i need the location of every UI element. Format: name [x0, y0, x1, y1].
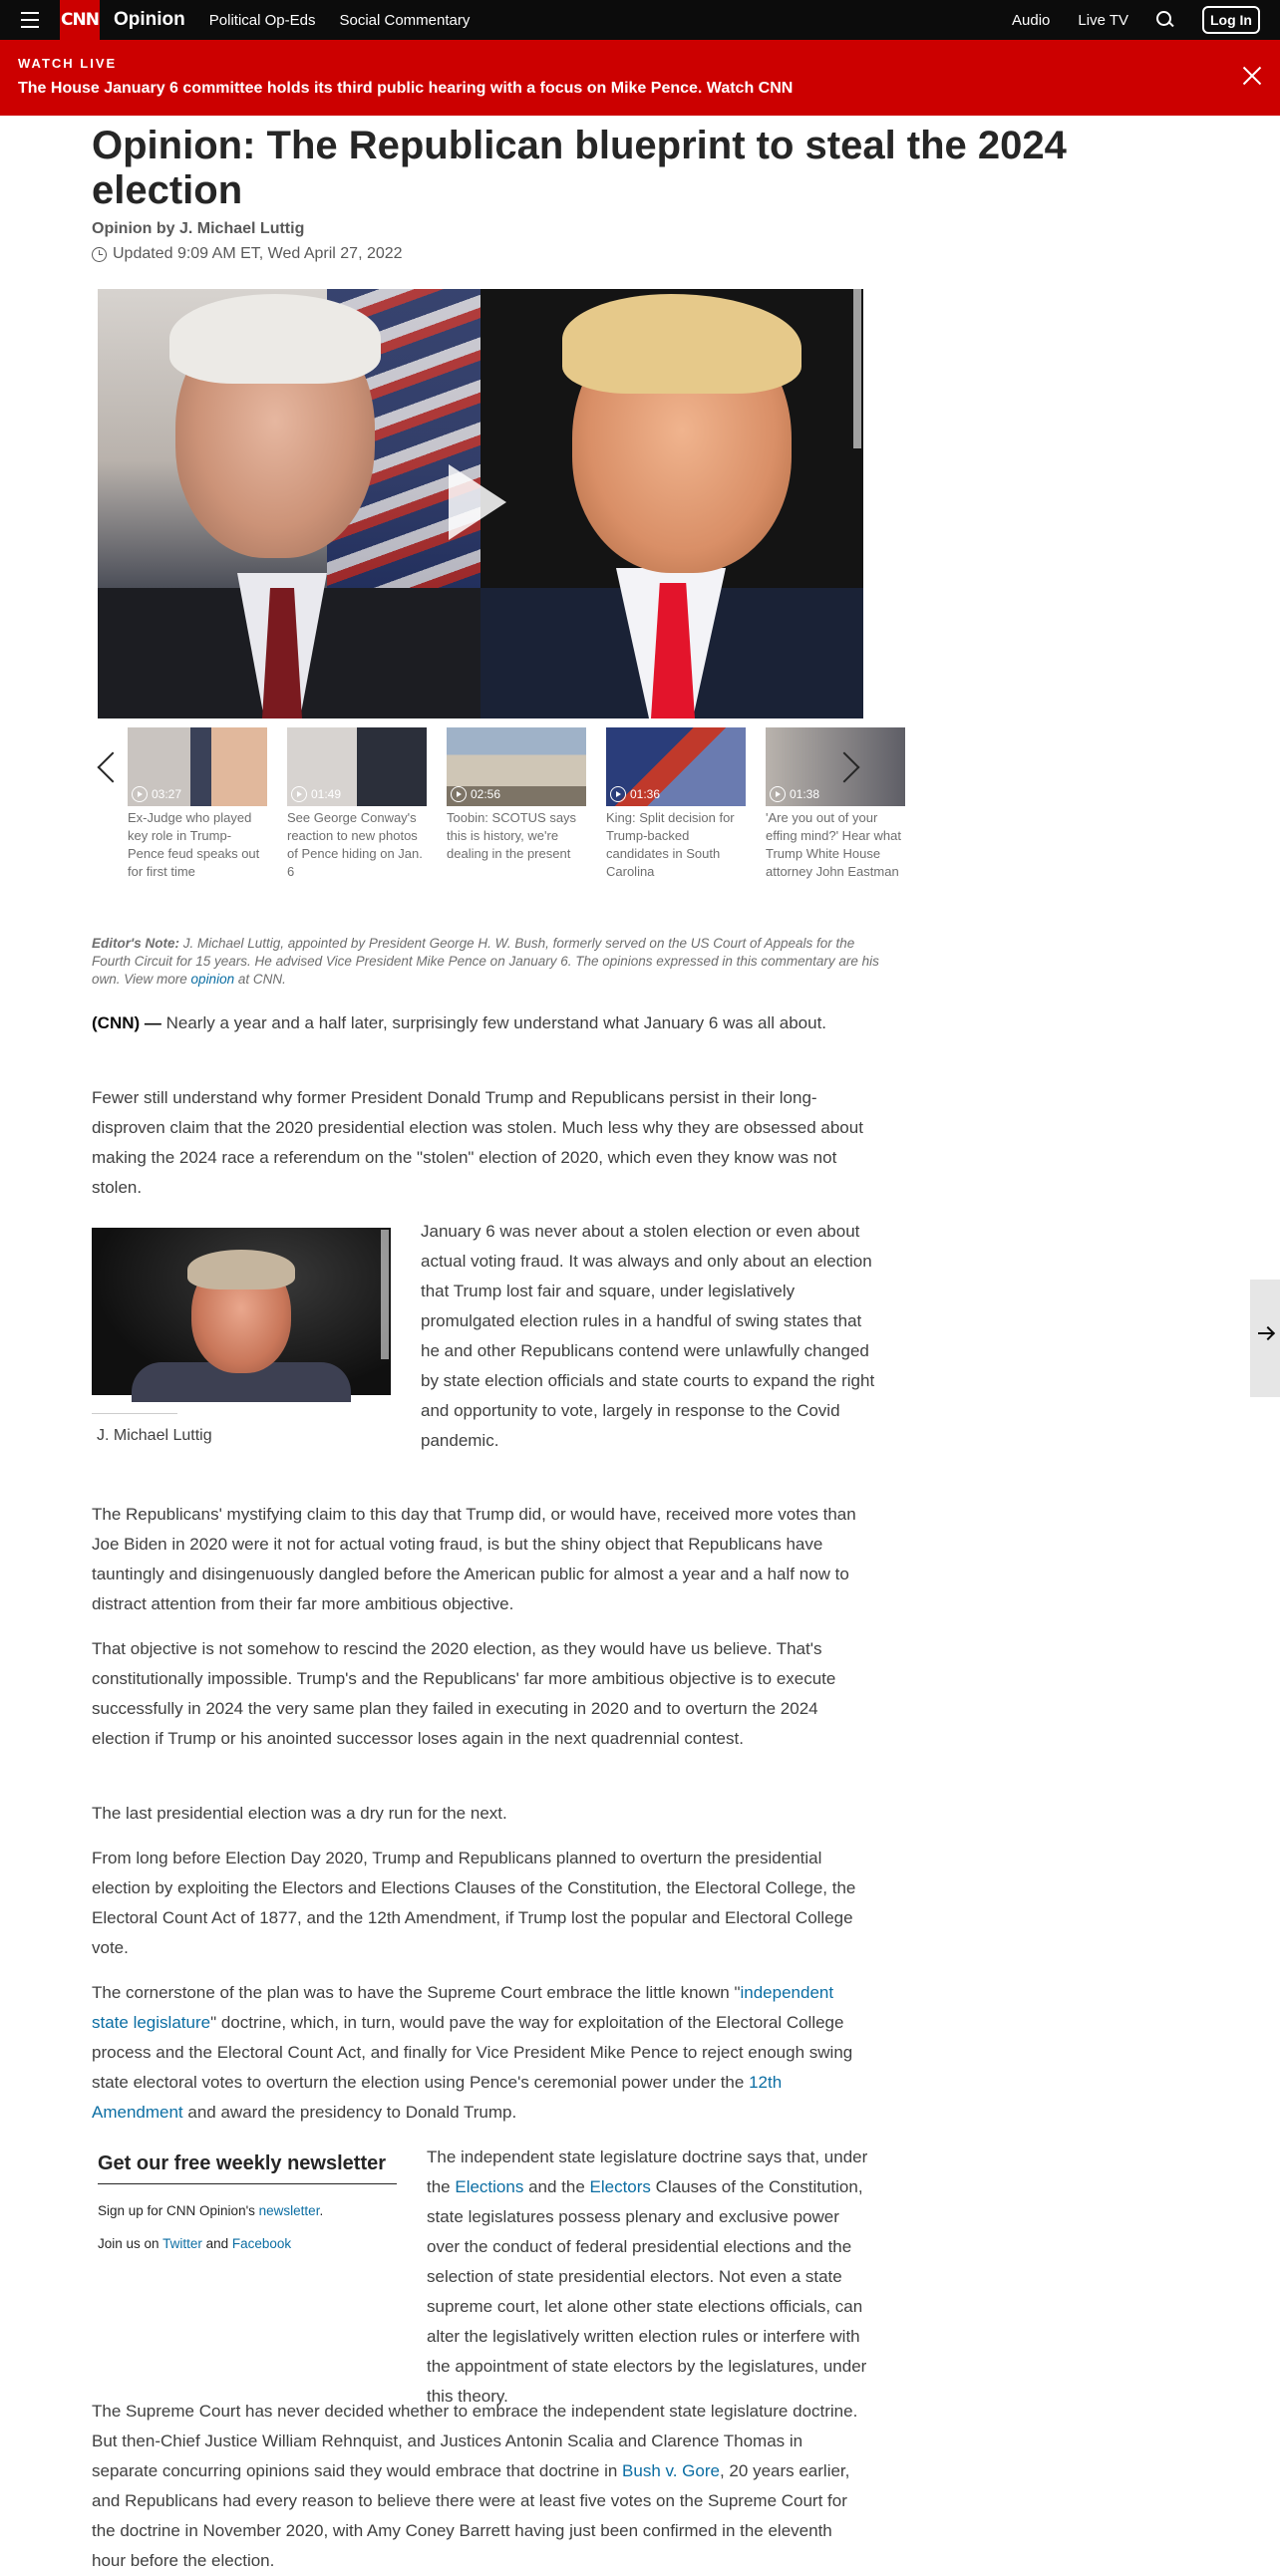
duration-text: 03:27 [152, 787, 182, 801]
newsletter-text: Join us on [98, 2236, 163, 2251]
independent-state-legislature-link[interactable]: independent state legislature [92, 1983, 834, 2032]
hamburger-icon[interactable] [0, 0, 60, 40]
search-icon[interactable] [1156, 11, 1174, 29]
paragraph-text: and award the presidency to Donald Trump. [182, 2103, 517, 2122]
login-button[interactable]: Log In [1202, 6, 1260, 34]
clock-icon [92, 247, 107, 262]
updated-text: Updated 9:09 AM ET, Wed April 27, 2022 [113, 245, 403, 262]
carousel-item[interactable] [128, 727, 267, 881]
editors-note-end: at CNN. [234, 972, 286, 987]
paragraph-text: Clauses of the Constitution, state legislatures possess plenary and exclusive power over the conduct of federal presidential elections and the selection of state presidential electors. Not even a state supreme court, let alone other state elections officials, can alter the legislatively written election rules or interfere with the appointment of state electors by the legislatures, under this theory. [427, 2177, 867, 2406]
paragraph [92, 1008, 869, 1038]
banner-headline[interactable]: The House January 6 committee holds its third public hearing with a focus on Mike Pence. Watch CNN [18, 80, 794, 97]
divider [98, 2183, 397, 2184]
carousel-caption[interactable]: 'Are you out of your effing mind?' Hear what Trump White House attorney John Eastman [766, 810, 901, 879]
paragraph-text: The independent state legislature doctrine says that, under the [427, 2147, 868, 2196]
play-circle-icon [770, 786, 786, 802]
side-tab[interactable] [1250, 1280, 1280, 1397]
editors-note-text: J. Michael Luttig, appointed by President George H. W. Bush, formerly served on the US Court of Appeals for the Fourth Circuit for 15 years. He advised Vice President Mike Pence on January 6. The opinions expressed in this commentary are his own. View more [92, 936, 879, 987]
editors-note-label: Editor's Note: [92, 936, 179, 951]
duration [770, 786, 819, 802]
paragraph-text: " doctrine, which, in turn, would pave the way for exploitation of the Electoral College process and the Electoral Count Act, and finally for Vice President Mike Pence to reject enough swing state electoral votes to overturn the election using Pence's ceremonial power under the [92, 2013, 853, 2092]
watch-live-label: WATCH LIVE [18, 56, 118, 71]
paragraph [92, 1978, 869, 2128]
paragraph: The last presidential election was a dry run for the next. [92, 1804, 507, 1823]
paragraph: That objective is not somehow to rescind the 2020 election, as they would have us believe. That's constitutionally impossible. Trump's and the Republicans' far more ambitious objective is to execute successfully in 2024 the very same plan they failed in executing in 2020 and to overturn the 2024 election if Trump or his anointed successor loses again in the next quadrennial contest. [92, 1639, 836, 1748]
editors-note [92, 935, 879, 989]
carousel-item[interactable] [287, 727, 427, 881]
video-carousel [92, 727, 901, 912]
photo-credit [853, 289, 861, 448]
paragraph-text: Nearly a year and a half later, surprisingly few understand what January 6 was all about. [160, 1013, 827, 1032]
paragraph-text: , 20 years earlier, and Republicans had every reason to believe there were at least five votes on the Supreme Court for the doctrine in November 2020, with Amy Coney Barrett having just been confirmed in the eleventh hour before the election. [92, 2461, 850, 2570]
paragraph: Fewer still understand why former President Donald Trump and Republicans persist in their long-disproven claim that the 2020 presidential election was stolen. Much less why they are obsessed about making the 2024 race a referendum on the "stolen" election of 2020, which even they know was not stolen. [92, 1088, 863, 1197]
bush-v-gore-link[interactable]: Bush v. Gore [622, 2461, 720, 2480]
chevron-left-icon[interactable] [96, 749, 114, 785]
paragraph-text: and the [523, 2177, 590, 2196]
paragraph [92, 2397, 869, 2576]
newsletter-link[interactable]: newsletter [258, 2203, 320, 2218]
pence-hair [169, 294, 381, 384]
play-circle-icon [451, 786, 467, 802]
thumbnail [606, 727, 746, 806]
duration-text: 01:49 [311, 787, 342, 801]
close-icon[interactable] [1242, 66, 1262, 86]
thumbnail [447, 727, 586, 806]
section-title[interactable]: Opinion [114, 9, 185, 30]
play-circle-icon [610, 786, 626, 802]
article-title: Opinion: The Republican blueprint to steal the 2024 election [92, 124, 1067, 212]
nav-links [209, 12, 471, 29]
author-photo[interactable] [92, 1228, 391, 1395]
play-circle-icon [291, 786, 307, 802]
thumbnail [287, 727, 427, 806]
elections-clause-link[interactable]: Elections [455, 2177, 524, 2196]
electors-clause-link[interactable]: Electors [589, 2177, 651, 2196]
carousel-track [128, 727, 901, 912]
newsletter-text: and [201, 2236, 232, 2251]
newsletter-text: . [319, 2203, 324, 2218]
carousel-item[interactable] [766, 727, 905, 881]
opinion-link[interactable]: opinion [190, 972, 235, 987]
duration-text: 02:56 [471, 787, 501, 801]
duration-text: 01:36 [630, 787, 661, 801]
nav-link-live-tv[interactable]: Live TV [1078, 11, 1128, 29]
timestamp [92, 245, 403, 263]
divider [92, 1413, 177, 1414]
paragraph: January 6 was never about a stolen election or even about actual voting fraud. It was always and only about an election that Trump lost fair and square, under legislatively promulgated election rules in a handful of swing states that he and other Republicans contend were unlawfully changed by state election officials and state courts to expand the right and opportunity to vote, largely in response to the Covid pandemic. [421, 1222, 875, 1450]
duration [451, 786, 500, 802]
video-player[interactable] [98, 289, 863, 718]
paragraph [427, 2143, 875, 2412]
duration [610, 786, 660, 802]
arrow-right-icon [1258, 1332, 1272, 1334]
thumbnail [128, 727, 267, 806]
paragraph-text: The cornerstone of the plan was to have the Supreme Court embrace the little known " [92, 1983, 741, 2002]
twitter-link[interactable]: Twitter [162, 2236, 202, 2251]
photo-hair [187, 1250, 295, 1289]
paragraph-text: The Supreme Court has never decided whether to embrace the independent state legislature doctrine. But then-Chief Justice William Rehnquist, and Justices Antonin Scalia and Clarence Thomas in separate concurring opinions said they would embrace that doctrine in [92, 2402, 858, 2480]
carousel-caption[interactable]: See George Conway's reaction to new photos of Pence hiding on Jan. 6 [287, 810, 423, 879]
paragraph: The Republicans' mystifying claim to this day that Trump did, or would have, received more votes than Joe Biden in 2020 were it not for actual voting fraud, is but the shiny object that Republicans have tauntingly and disingenuously dangled before the American public for almost a year and a half now to distract attention from their far more ambitious objective. [92, 1505, 856, 1613]
chevron-right-icon[interactable] [841, 749, 859, 785]
play-circle-icon [132, 786, 148, 802]
12th-amendment-link[interactable]: 12th Amendment [92, 2073, 783, 2122]
paragraph: From long before Election Day 2020, Trump and Republicans planned to overturn the presidential election by exploiting the Electors and Elections Clauses of the Constitution, the Electoral College, the Electoral Count Act of 1877, and the 12th Amendment, if Trump lost the popular and Electoral College vote. [92, 1849, 856, 1957]
newsletter-signup [92, 2194, 397, 2227]
newsletter-text: Sign up for CNN Opinion's [98, 2203, 259, 2218]
watch-live-banner[interactable] [0, 40, 1280, 116]
top-nav [0, 0, 1280, 40]
nav-link-audio[interactable]: Audio [1012, 11, 1051, 29]
photo-credit [381, 1230, 389, 1359]
nav-link-political-op-eds[interactable]: Political Op-Eds [208, 11, 316, 29]
duration [291, 786, 341, 802]
facebook-link[interactable]: Facebook [231, 2236, 292, 2251]
carousel-caption[interactable]: King: Split decision for Trump-backed candidates in South Carolina [606, 810, 735, 879]
carousel-item[interactable] [447, 727, 586, 863]
carousel-caption[interactable]: Toobin: SCOTUS says this is history, we're dealing in the present [447, 810, 577, 861]
carousel-item[interactable] [606, 727, 746, 881]
newsletter-title: Get our free weekly newsletter [98, 2152, 387, 2174]
play-icon[interactable] [449, 464, 506, 540]
carousel-caption[interactable]: Ex-Judge who played key role in Trump-Pence feud speaks out for first time [128, 810, 260, 879]
newsletter-box [92, 2152, 397, 2272]
nav-right [1012, 0, 1260, 40]
byline: Opinion by J. Michael Luttig [92, 220, 305, 237]
image-caption: J. Michael Luttig [97, 1427, 212, 1444]
newsletter-social [92, 2227, 397, 2260]
source-tag: (CNN) — [92, 1013, 161, 1032]
duration-text: 01:38 [790, 787, 820, 801]
nav-link-social-commentary[interactable]: Social Commentary [339, 11, 471, 29]
duration [132, 786, 181, 802]
cnn-logo[interactable]: CNN [60, 0, 100, 40]
